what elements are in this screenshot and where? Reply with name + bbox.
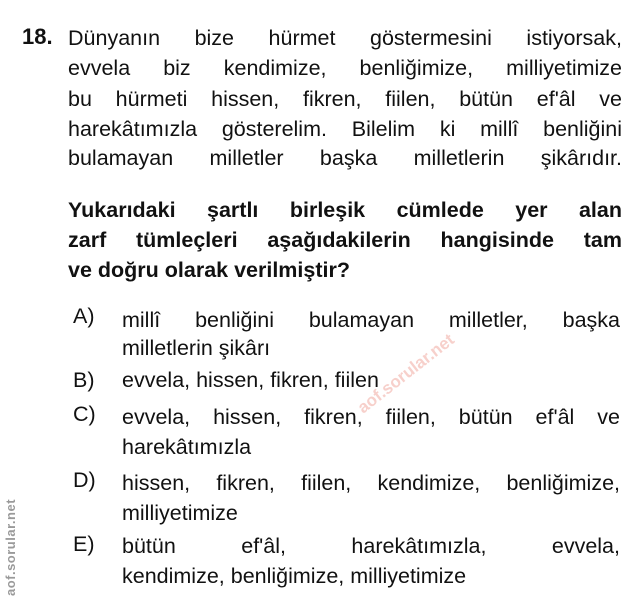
option-text: evvela, hissen, fikren, fiilen, bütün ef'âl ve xyxy=(122,405,620,429)
option-text: milliyetimize xyxy=(122,501,238,525)
option-text: kendimize, benliğimize, milliyetimize xyxy=(122,564,467,588)
option-letter: C) xyxy=(73,402,96,426)
stem-line: harekâtımızla gösterelim. Bilelim ki millî benliğini xyxy=(68,117,622,141)
option-text: harekâtımızla xyxy=(122,435,252,459)
watermark-diagonal: aof.sorular.net xyxy=(353,330,458,418)
option-text: hissen, fikren, fiilen, kendimize, benliğimize, xyxy=(122,471,620,495)
option-letter: A) xyxy=(73,304,95,328)
stem-line: evvela biz kendimize, benliğimize, milliyetimize xyxy=(68,56,622,80)
watermark-side: aof.sorular.net xyxy=(3,498,19,597)
option-text: evvela, hissen, fikren, fiilen xyxy=(122,368,379,392)
question-number: 18. xyxy=(22,24,53,49)
option-letter: B) xyxy=(73,368,95,392)
stem-line: bulamayan milletler başka milletlerin şikârıdır. xyxy=(68,146,622,170)
option-text: milletlerin şikârı xyxy=(122,336,271,360)
prompt-line: Yukarıdaki şartlı birleşik cümlede yer alan xyxy=(68,198,622,222)
stem-line: bu hürmeti hissen, fikren, fiilen, bütün ef'âl ve xyxy=(68,87,622,111)
prompt-line: zarf tümleçleri aşağıdakilerin hangisinde tam xyxy=(68,228,622,252)
option-letter: E) xyxy=(73,532,95,556)
option-letter: D) xyxy=(73,468,96,492)
option-text: bütün ef'âl, harekâtımızla, evvela, xyxy=(122,534,620,558)
prompt-line: ve doğru olarak verilmiştir? xyxy=(68,258,350,282)
option-text: millî benliğini bulamayan milletler, başka xyxy=(122,308,620,332)
stem-line: Dünyanın bize hürmet göstermesini istiyorsak, xyxy=(68,26,622,50)
